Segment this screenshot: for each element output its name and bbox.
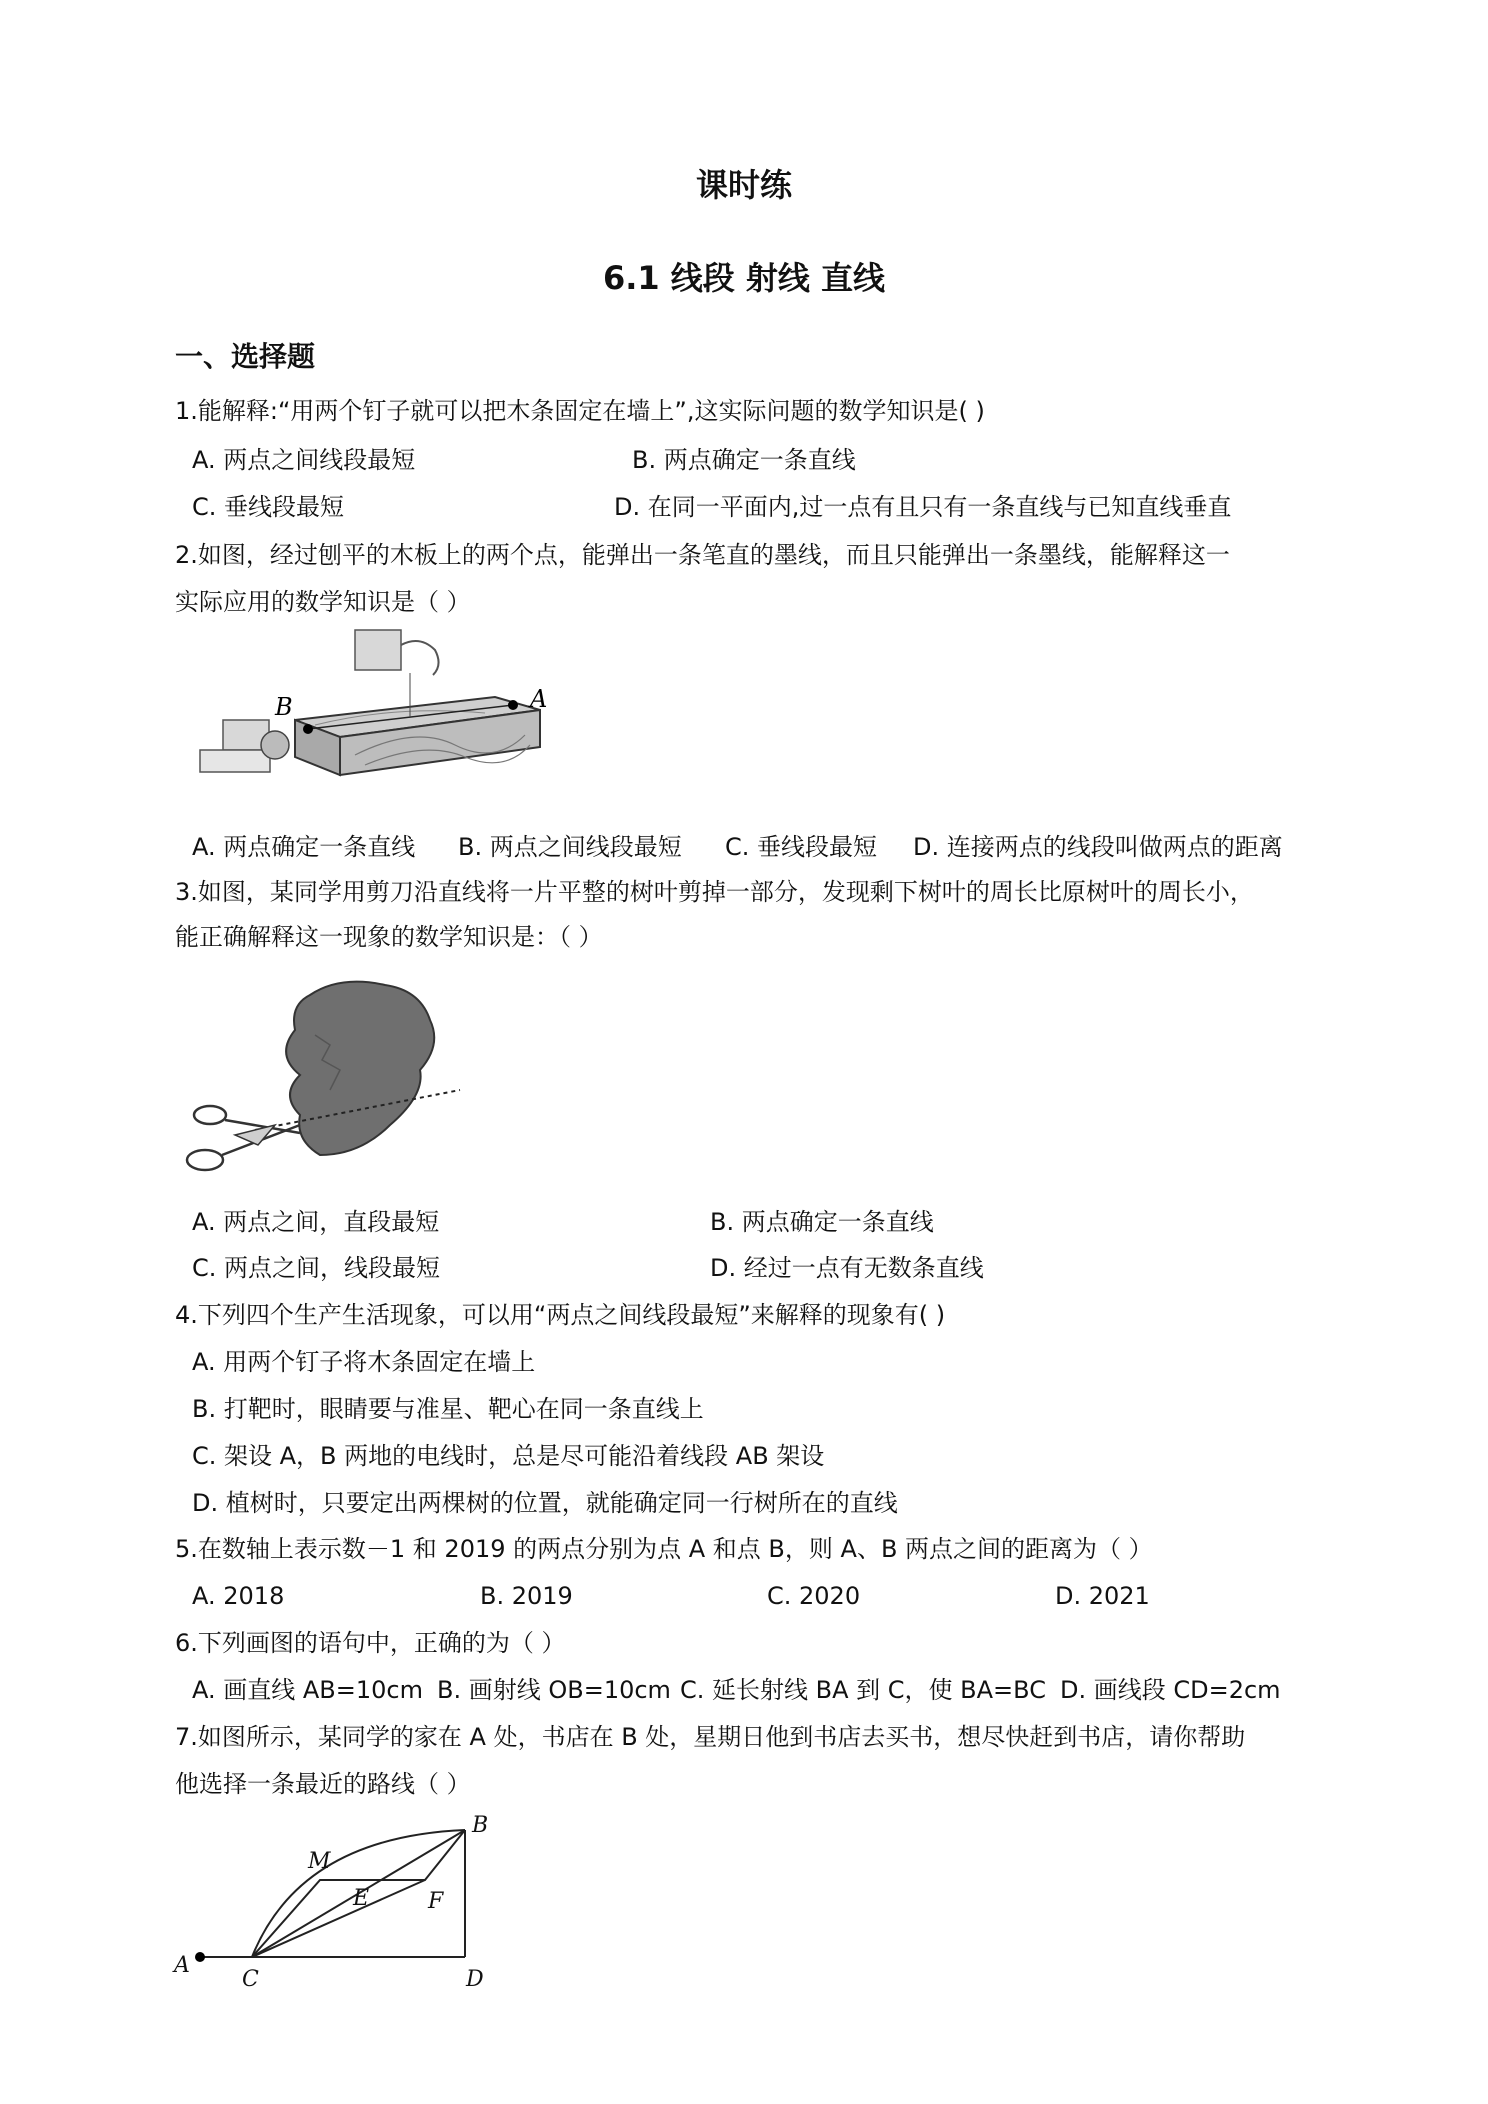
q5-option-b: B. 2019	[480, 1582, 573, 1610]
q2-stem-line2: 实际应用的数学知识是（ ）	[175, 588, 471, 616]
q4-option-b: B. 打靶时，眼睛要与准星、靶心在同一条直线上	[192, 1395, 704, 1423]
q1-option-b: B. 两点确定一条直线	[632, 446, 856, 474]
q2-option-d: D. 连接两点的线段叫做两点的距离	[913, 833, 1283, 861]
fig-label-a: A	[530, 685, 548, 713]
q3-option-d: D. 经过一点有无数条直线	[710, 1254, 984, 1282]
lesson-title: 6.1 线段 射线 直线	[602, 259, 886, 297]
q2-option-b: B. 两点之间线段最短	[458, 833, 682, 861]
leaf-scissors-figure	[180, 975, 470, 1190]
q3-option-a: A. 两点之间，直段最短	[192, 1208, 440, 1236]
q6-option-d: D. 画线段 CD=2cm	[1060, 1676, 1281, 1704]
q7-stem-line1: 7.如图所示，某同学的家在 A 处，书店在 B 处，星期日他到书店去买书，想尽快赶到书店，请你帮助	[175, 1723, 1246, 1751]
q6-stem: 6.下列画图的语句中，正确的为（ ）	[175, 1629, 566, 1657]
fig-label-f: F	[428, 1889, 444, 1914]
q1-stem: 1.能解释:“用两个钉子就可以把木条固定在墙上”,这实际问题的数学知识是( )	[175, 397, 985, 425]
q4-option-c: C. 架设 A，B 两地的电线时，总是尽可能沿着线段 AB 架设	[192, 1442, 825, 1470]
q2-option-c: C. 垂线段最短	[725, 833, 878, 861]
fig-label-a: A	[174, 1953, 190, 1978]
q5-option-c: C. 2020	[767, 1582, 861, 1610]
section-heading: 一、选择题	[175, 340, 316, 373]
fig-label-m: M	[308, 1849, 331, 1874]
fig-label-b: B	[275, 693, 293, 721]
fig-label-d: D	[466, 1967, 484, 1992]
q4-stem: 4.下列四个生产生活现象，可以用“两点之间线段最短”来解释的现象有( )	[175, 1301, 946, 1329]
q5-option-d: D. 2021	[1055, 1582, 1150, 1610]
q5-option-a: A. 2018	[192, 1582, 285, 1610]
q3-option-c: C. 两点之间，线段最短	[192, 1254, 441, 1282]
q6-option-a: A. 画直线 AB=10cm	[192, 1676, 423, 1704]
q2-option-a: A. 两点确定一条直线	[192, 833, 416, 861]
fig-label-b: B	[472, 1813, 489, 1838]
fig-label-e: E	[353, 1886, 370, 1911]
q3-option-b: B. 两点确定一条直线	[710, 1208, 934, 1236]
q4-option-a: A. 用两个钉子将木条固定在墙上	[192, 1348, 536, 1376]
q1-option-a: A. 两点之间线段最短	[192, 446, 416, 474]
q5-stem: 5.在数轴上表示数－1 和 2019 的两点分别为点 A 和点 B，则 A、B 两点之间的距离为（ ）	[175, 1535, 1153, 1563]
page-title: 课时练	[695, 166, 792, 204]
wood-plank-figure	[195, 625, 565, 780]
q2-stem-line1: 2.如图，经过刨平的木板上的两个点，能弹出一条笔直的墨线，而且只能弹出一条墨线，能解释这一	[175, 541, 1230, 569]
fig-label-c: C	[242, 1967, 259, 1992]
q3-stem-line2: 能正确解释这一现象的数学知识是：（ ）	[175, 923, 603, 951]
q7-stem-line2: 他选择一条最近的路线（ ）	[175, 1770, 471, 1798]
q1-option-c: C. 垂线段最短	[192, 493, 345, 521]
q6-option-b: B. 画射线 OB=10cm	[437, 1676, 671, 1704]
route-diagram-figure	[170, 1812, 500, 1992]
q1-option-d: D. 在同一平面内,过一点有且只有一条直线与已知直线垂直	[614, 493, 1232, 521]
q4-option-d: D. 植树时，只要定出两棵树的位置，就能确定同一行树所在的直线	[192, 1489, 898, 1517]
q3-stem-line1: 3.如图，某同学用剪刀沿直线将一片平整的树叶剪掉一部分，发现剩下树叶的周长比原树叶的周长小，	[175, 878, 1254, 906]
q6-option-c: C. 延长射线 BA 到 C，使 BA=BC	[680, 1676, 1046, 1704]
